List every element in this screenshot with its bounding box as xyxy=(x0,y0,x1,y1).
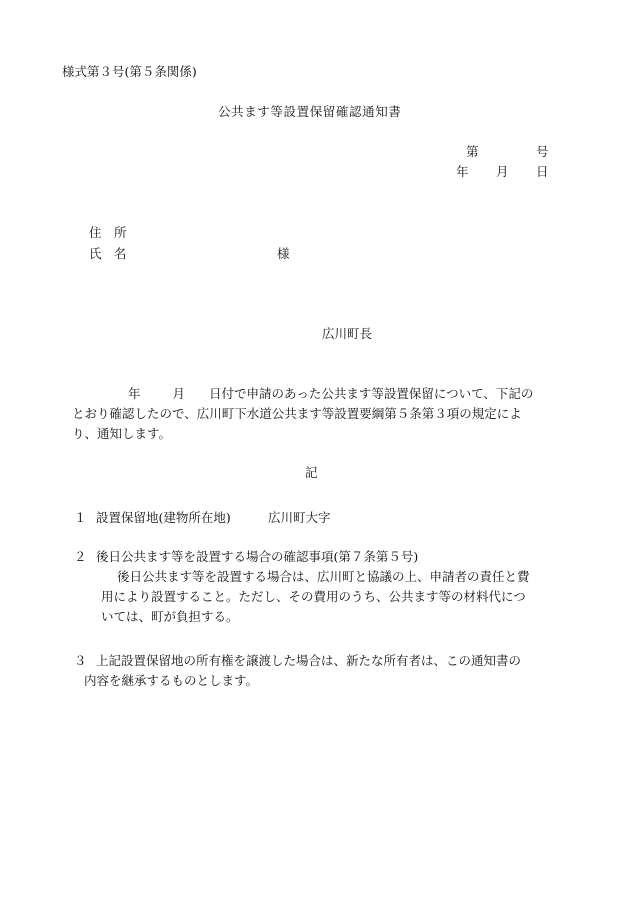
name-label: 氏 名 xyxy=(89,246,127,261)
item-1-label: 設置保留地(建物所在地) xyxy=(96,510,231,525)
body-paragraph xyxy=(72,384,572,444)
body-line-3: り、通知します。 xyxy=(72,426,172,441)
body-line-1-text: 日付で申請のあった公共ます等設置保留について、下記の xyxy=(209,386,534,401)
date-day: 日 xyxy=(536,164,549,179)
item-2-number: ２ xyxy=(74,549,87,564)
address-label: 住 所 xyxy=(89,225,127,240)
item-1-number: １ xyxy=(74,510,87,525)
item-3-number: ３ xyxy=(74,653,87,668)
item-2-line-3: いては、町が負担する。 xyxy=(101,609,239,624)
issuer-name: 広川町長 xyxy=(322,326,373,341)
ki-heading: 記 xyxy=(305,465,318,480)
body-year: 年 xyxy=(128,386,141,401)
body-line-1 xyxy=(72,384,572,404)
item-3-text xyxy=(84,651,564,691)
item-3-line-2: 内容を継承するものとします。 xyxy=(84,673,259,688)
number-dai: 第 xyxy=(466,144,479,159)
date-year: 年 xyxy=(456,164,469,179)
document-title: 公共ます等設置保留確認通知書 xyxy=(218,104,402,119)
item-2-label: 後日公共ます等を設置する場合の確認事項(第７条第５号) xyxy=(96,549,419,564)
number-go: 号 xyxy=(536,144,549,159)
date-month: 月 xyxy=(496,164,509,179)
item-3-line-1: 上記設置保留地の所有権を譲渡した場合は、新たな所有者は、この通知書の xyxy=(96,653,522,668)
item-2-line-2: 用により設置すること。ただし、その費用のうち、公共ます等の材料代につ xyxy=(101,589,526,604)
form-label: 様式第３号(第５条関係) xyxy=(62,64,197,79)
item-1-value: 広川町大字 xyxy=(268,510,331,525)
item-2-line-1: 後日公共ます等を設置する場合は、広川町と協議の上、申請者の責任と費 xyxy=(117,569,530,584)
body-month: 月 xyxy=(172,386,186,401)
honorific: 様 xyxy=(277,246,290,261)
item-2-text xyxy=(101,567,561,627)
body-line-2: とおり確認したので、広川町下水道公共ます等設置要綱第５条第３項の規定によ xyxy=(72,406,522,421)
